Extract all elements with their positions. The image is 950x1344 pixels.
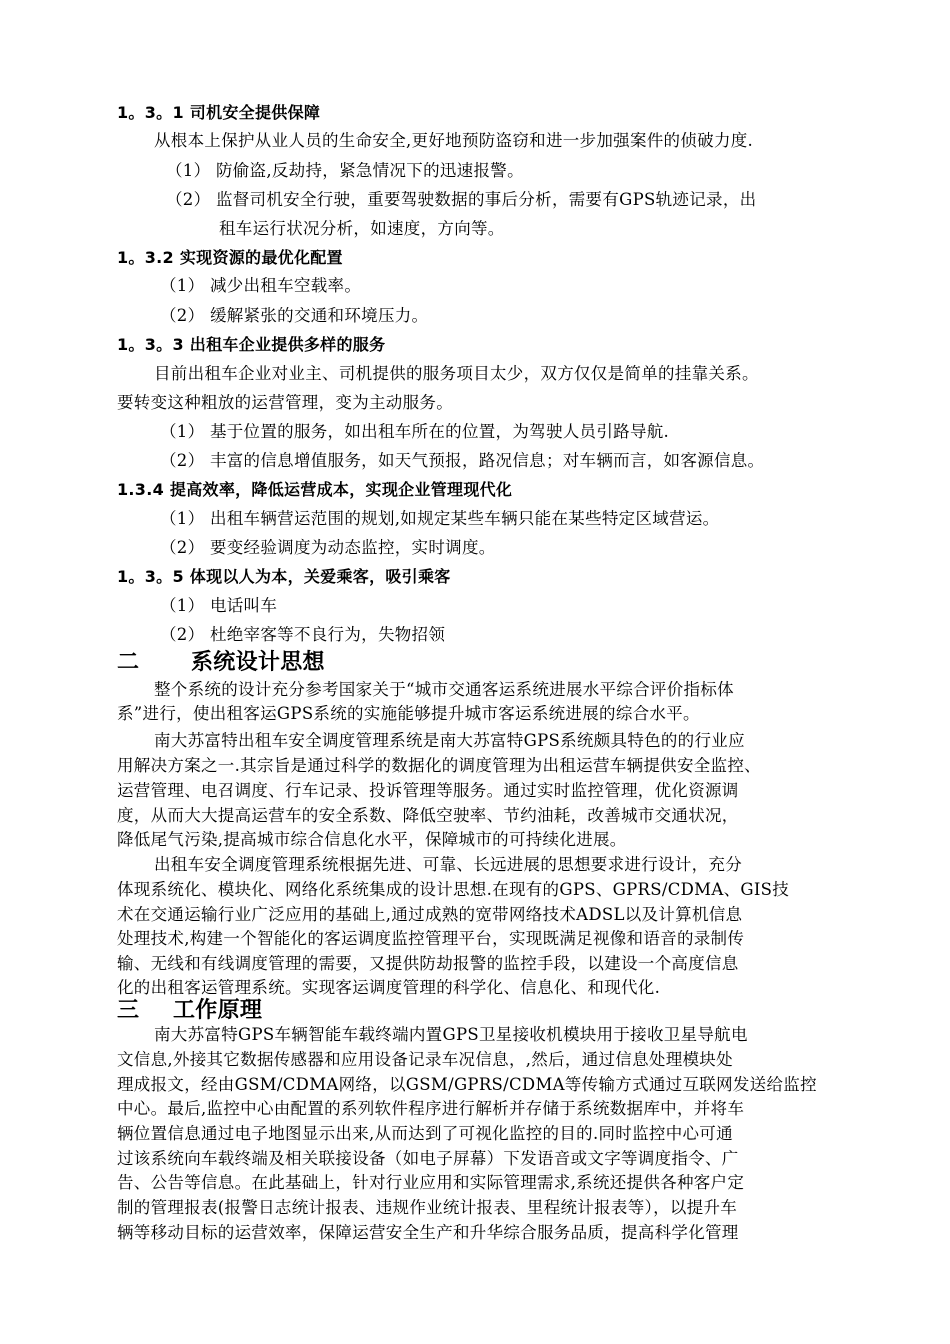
paragraph-line: 过该系统向车载终端及相关联接设备（如电子屏幕）下发语音或文字等调度指令、广	[117, 1149, 739, 1168]
list-item-1-3-5-1: （1） 电话叫车	[160, 596, 278, 615]
list-item-1-3-5-2: （2） 杜绝宰客等不良行为，失物招领	[160, 625, 446, 644]
chapter-title: 工作原理	[173, 998, 263, 1023]
paragraph-line: 降低尾气污染,提高城市综合信息化水平，保障城市的可持续化进展。	[117, 830, 627, 849]
list-item-1-3-1-2-cont: 租车运行状况分析，如速度，方向等。	[219, 219, 505, 238]
chapter-title: 系统设计思想	[191, 650, 325, 675]
chapter-number: 三	[117, 998, 140, 1023]
paragraph-line: 中心。最后,监控中心由配置的系列软件程序进行解析并存储于系统数据库中，并将车	[117, 1099, 745, 1118]
paragraph-line: 术在交通运输行业广泛应用的基础上,通过成熟的宽带网络技术ADSL以及计算机信息	[117, 905, 743, 924]
paragraph-line: 输、无线和有线调度管理的需要，又提供防劫报警的监控手段，以建设一个高度信息	[117, 954, 739, 973]
list-item-1-3-4-1: （1） 出租车辆营运范围的规划,如规定某些车辆只能在某些特定区域营运。	[160, 509, 720, 528]
list-item-1-3-3-1: （1） 基于位置的服务，如出租车所在的位置，为驾驶人员引路导航.	[160, 422, 670, 441]
paragraph-1-3-1-intro: 从根本上保护从业人员的生命安全,更好地预防盗窃和进一步加强案件的侦破力度.	[154, 131, 754, 150]
paragraph-line: 用解决方案之一.其宗旨是通过科学的数据化的调度管理为出租运营车辆提供安全监控、	[117, 756, 761, 775]
paragraph-line: 辆等移动目标的运营效率，保障运营安全生产和升华综合服务品质，提高科学化管理	[117, 1223, 739, 1242]
paragraph-line: 运营管理、电召调度、行车记录、投诉管理等服务。通过实时监控管理，优化资源调	[117, 781, 739, 800]
paragraph-line: 体现系统化、模块化、网络化系统集成的设计思想.在现有的GPS、GPRS/CDMA、GIS技	[117, 880, 790, 899]
paragraph-line: 系”进行，使出租客运GPS系统的实施能够提升城市客运系统进展的综合水平。	[117, 704, 700, 723]
section-heading-1-3-4: 1.3.4 提高效率，降低运营成本，实现企业管理现代化	[117, 480, 513, 499]
paragraph-line: 制的管理报表(报警日志统计报表、违规作业统计报表、里程统计报表等），以提升车	[117, 1198, 738, 1217]
paragraph-line: 度，从而大大提高运营车的安全系数、降低空驶率、节约油耗，改善城市交通状况，	[117, 806, 739, 825]
paragraph-line: 化的出租客运管理系统。实现客运调度管理的科学化、信息化、和现代化.	[117, 978, 661, 997]
paragraph-line: 理成报文，经由GSM/CDMA网络，以GSM/GPRS/CDMA等传输方式通过互联网发送给监控	[117, 1075, 817, 1094]
section-heading-1-3-2: 1。3.2 实现资源的最优化配置	[117, 248, 343, 267]
paragraph-line: 南大苏富特出租车安全调度管理系统是南大苏富特GPS系统颇具特色的的行业应	[154, 731, 745, 750]
paragraph-line: 出租车安全调度管理系统根据先进、可靠、长远进展的思想要求进行设计，充分	[154, 855, 742, 874]
section-heading-1-3-1: 1。3。1 司机安全提供保障	[117, 103, 321, 122]
list-item-1-3-3-2: （2） 丰富的信息增值服务，如天气预报，路况信息；对车辆而言，如客源信息。	[160, 451, 765, 470]
chapter-number: 二	[117, 650, 140, 675]
list-item-1-3-2-1: （1） 减少出租车空载率。	[160, 276, 362, 295]
list-item-1-3-4-2: （2） 要变经验调度为动态监控，实时调度。	[160, 538, 496, 557]
section-heading-1-3-5: 1。3。5 体现以人为本，关爱乘客，吸引乘客	[117, 567, 451, 586]
paragraph-1-3-3-intro: 目前出租车企业对业主、司机提供的服务项目太少，双方仅仅是简单的挂靠关系。	[154, 364, 759, 383]
paragraph-line: 文信息,外接其它数据传感器和应用设备记录车况信息，,然后，通过信息处理模块处	[117, 1050, 733, 1069]
paragraph-line: 告、公告等信息。在此基础上，针对行业应用和实际管理需求,系统还提供各种客户定	[117, 1173, 745, 1192]
paragraph-line: 南大苏富特GPS车辆智能车载终端内置GPS卫星接收机模块用于接收卫星导航电	[154, 1025, 748, 1044]
paragraph-line: 整个系统的设计充分参考国家关于“城市交通客运系统进展水平综合评价指标体	[154, 680, 734, 699]
chapter-heading-2	[117, 650, 325, 676]
paragraph-1-3-3-intro-cont: 要转变这种粗放的运营管理，变为主动服务。	[117, 393, 453, 412]
paragraph-line: 处理技术,构建一个智能化的客运调度监控管理平台，实现既满足视像和语音的录制传	[117, 929, 745, 948]
section-heading-1-3-3: 1。3。3 出租车企业提供多样的服务	[117, 335, 386, 354]
list-item-1-3-1-2: （2） 监督司机安全行驶，重要驾驶数据的事后分析，需要有GPS轨迹记录，出	[166, 190, 757, 209]
list-item-1-3-2-2: （2） 缓解紧张的交通和环境压力。	[160, 306, 429, 325]
chapter-heading-3	[117, 998, 262, 1024]
list-item-1-3-1-1: （1） 防偷盗,反劫持，紧急情况下的迅速报警。	[166, 161, 524, 180]
paragraph-line: 辆位置信息通过电子地图显示出来,从而达到了可视化监控的目的.同时监控中心可通	[117, 1124, 733, 1143]
